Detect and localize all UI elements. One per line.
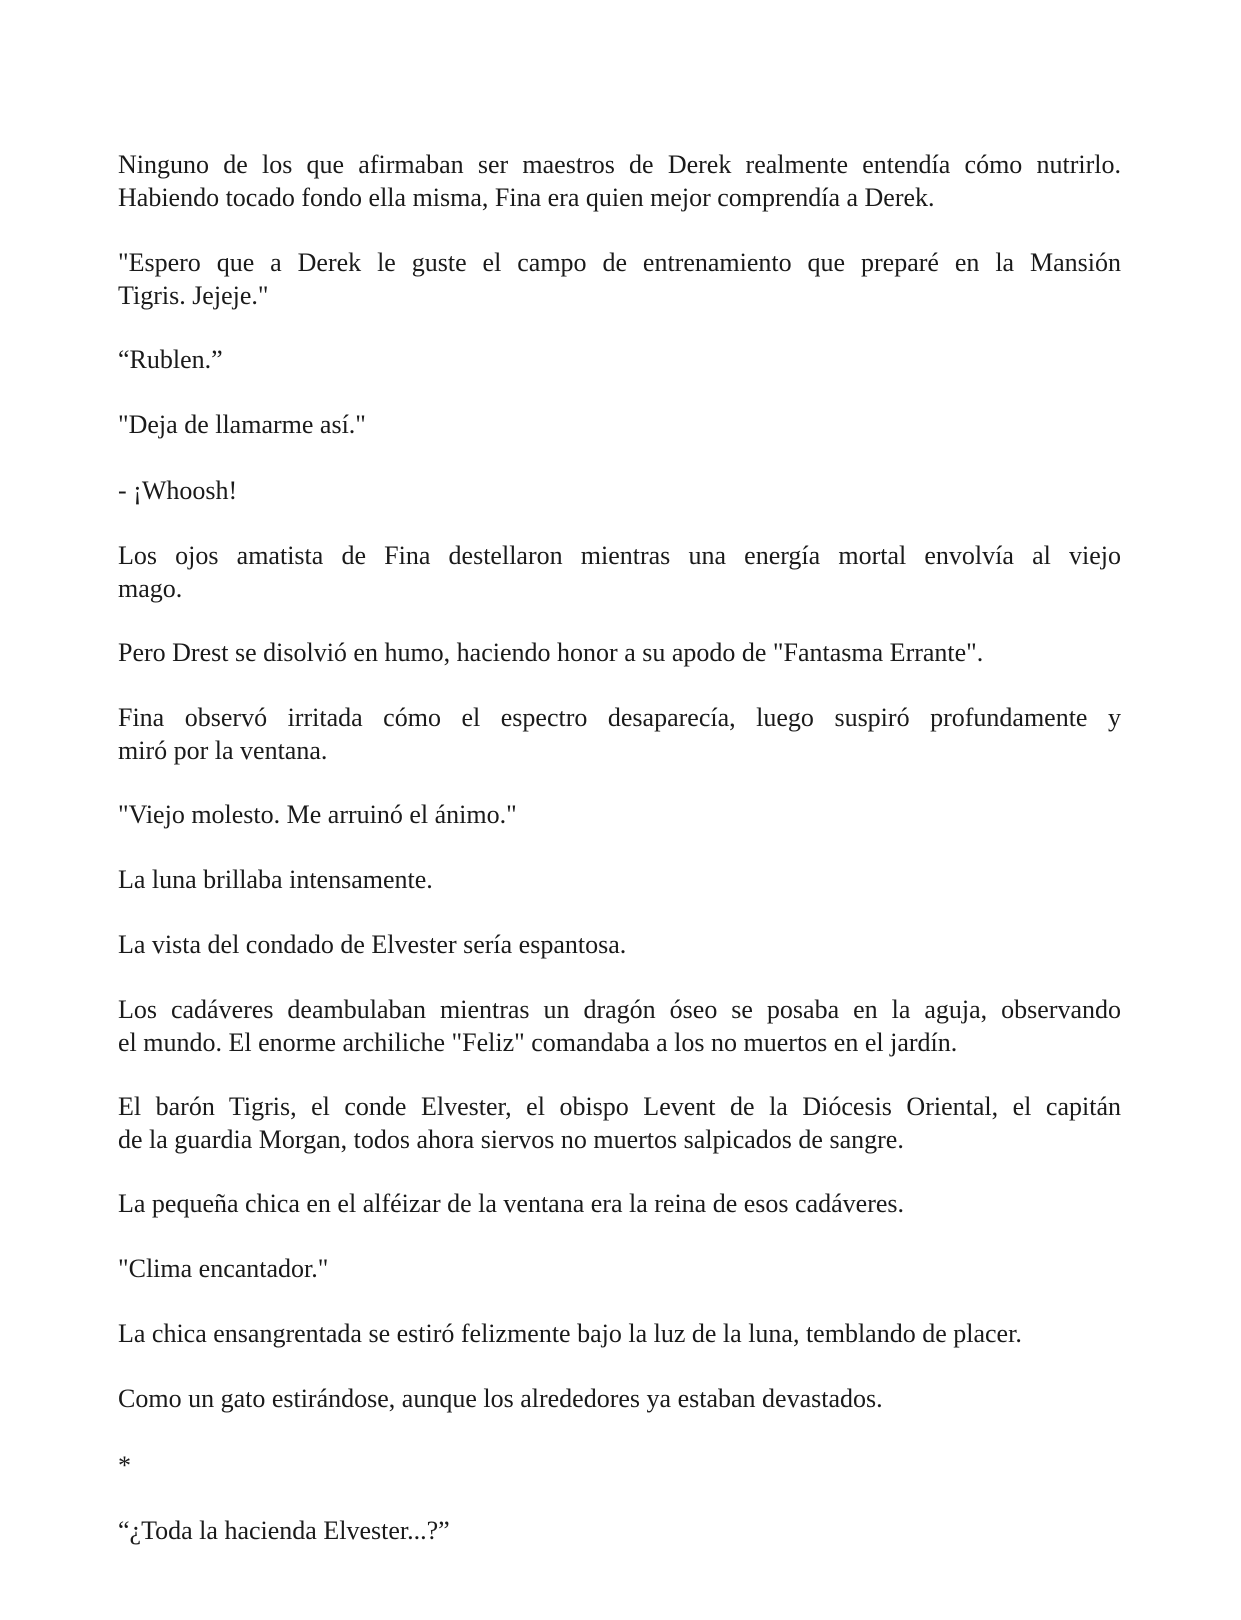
text-line: * xyxy=(118,1451,131,1480)
paragraph-14 xyxy=(118,1187,1121,1220)
text-line: mago. xyxy=(118,574,183,603)
text-line: “Rublen.” xyxy=(118,345,223,374)
text-line: La chica ensangrentada se estiró felizmente bajo la luz de la luna, temblando de placer. xyxy=(118,1319,1022,1348)
document-page xyxy=(118,0,1121,1620)
paragraph-2 xyxy=(118,246,1121,312)
text-line: Fina observó irritada cómo el espectro desaparecía, luego suspiró profundamente y xyxy=(118,703,1121,732)
text-line: "Viejo molesto. Me arruinó el ánimo." xyxy=(118,800,517,829)
text-line: La vista del condado de Elvester sería espantosa. xyxy=(118,930,627,959)
text-line: Pero Drest se disolvió en humo, haciendo honor a su apodo de "Fantasma Errante". xyxy=(118,638,984,667)
text-line: el mundo. El enorme archiliche "Feliz" comandaba a los no muertos en el jardín. xyxy=(118,1028,958,1057)
paragraph-8 xyxy=(118,701,1121,767)
paragraph-17 xyxy=(118,1382,1121,1415)
text-line: Ninguno de los que afirmaban ser maestros de Derek realmente entendía cómo nutrirlo. xyxy=(118,150,1121,179)
paragraph-12 xyxy=(118,993,1121,1059)
paragraph-16 xyxy=(118,1317,1121,1350)
paragraph-1 xyxy=(118,148,1121,214)
paragraph-15 xyxy=(118,1252,1121,1285)
text-line: - ¡Whoosh! xyxy=(118,476,238,505)
paragraph-6 xyxy=(118,539,1121,605)
text-line: "Espero que a Derek le guste el campo de entrenamiento que preparé en la Mansión xyxy=(118,248,1121,277)
text-line: de la guardia Morgan, todos ahora siervos no muertos salpicados de sangre. xyxy=(118,1125,904,1154)
text-line: "Deja de llamarme así." xyxy=(118,410,366,439)
text-line: miró por la ventana. xyxy=(118,736,328,765)
text-line: “¿Toda la hacienda Elvester...?” xyxy=(118,1516,450,1545)
paragraph-18 xyxy=(118,1514,1121,1547)
paragraph-7 xyxy=(118,636,1121,669)
paragraph-9 xyxy=(118,798,1121,831)
text-line: La luna brillaba intensamente. xyxy=(118,865,433,894)
text-line: "Clima encantador." xyxy=(118,1254,329,1283)
text-line: Los cadáveres deambulaban mientras un dragón óseo se posaba en la aguja, observando xyxy=(118,995,1121,1024)
paragraph-13 xyxy=(118,1090,1121,1156)
text-line: Tigris. Jejeje." xyxy=(118,281,269,310)
text-line: Como un gato estirándose, aunque los alrededores ya estaban devastados. xyxy=(118,1384,883,1413)
section-break xyxy=(118,1449,1121,1482)
paragraph-4 xyxy=(118,408,1121,441)
paragraph-11 xyxy=(118,928,1121,961)
text-line: El barón Tigris, el conde Elvester, el obispo Levent de la Diócesis Oriental, el capitán xyxy=(118,1092,1121,1121)
text-line: Los ojos amatista de Fina destellaron mientras una energía mortal envolvía al viejo xyxy=(118,541,1121,570)
paragraph-3 xyxy=(118,343,1121,376)
text-line: Habiendo tocado fondo ella misma, Fina era quien mejor comprendía a Derek. xyxy=(118,183,935,212)
paragraph-10 xyxy=(118,863,1121,896)
paragraph-5 xyxy=(118,474,1121,507)
text-line: La pequeña chica en el alféizar de la ventana era la reina de esos cadáveres. xyxy=(118,1189,905,1218)
